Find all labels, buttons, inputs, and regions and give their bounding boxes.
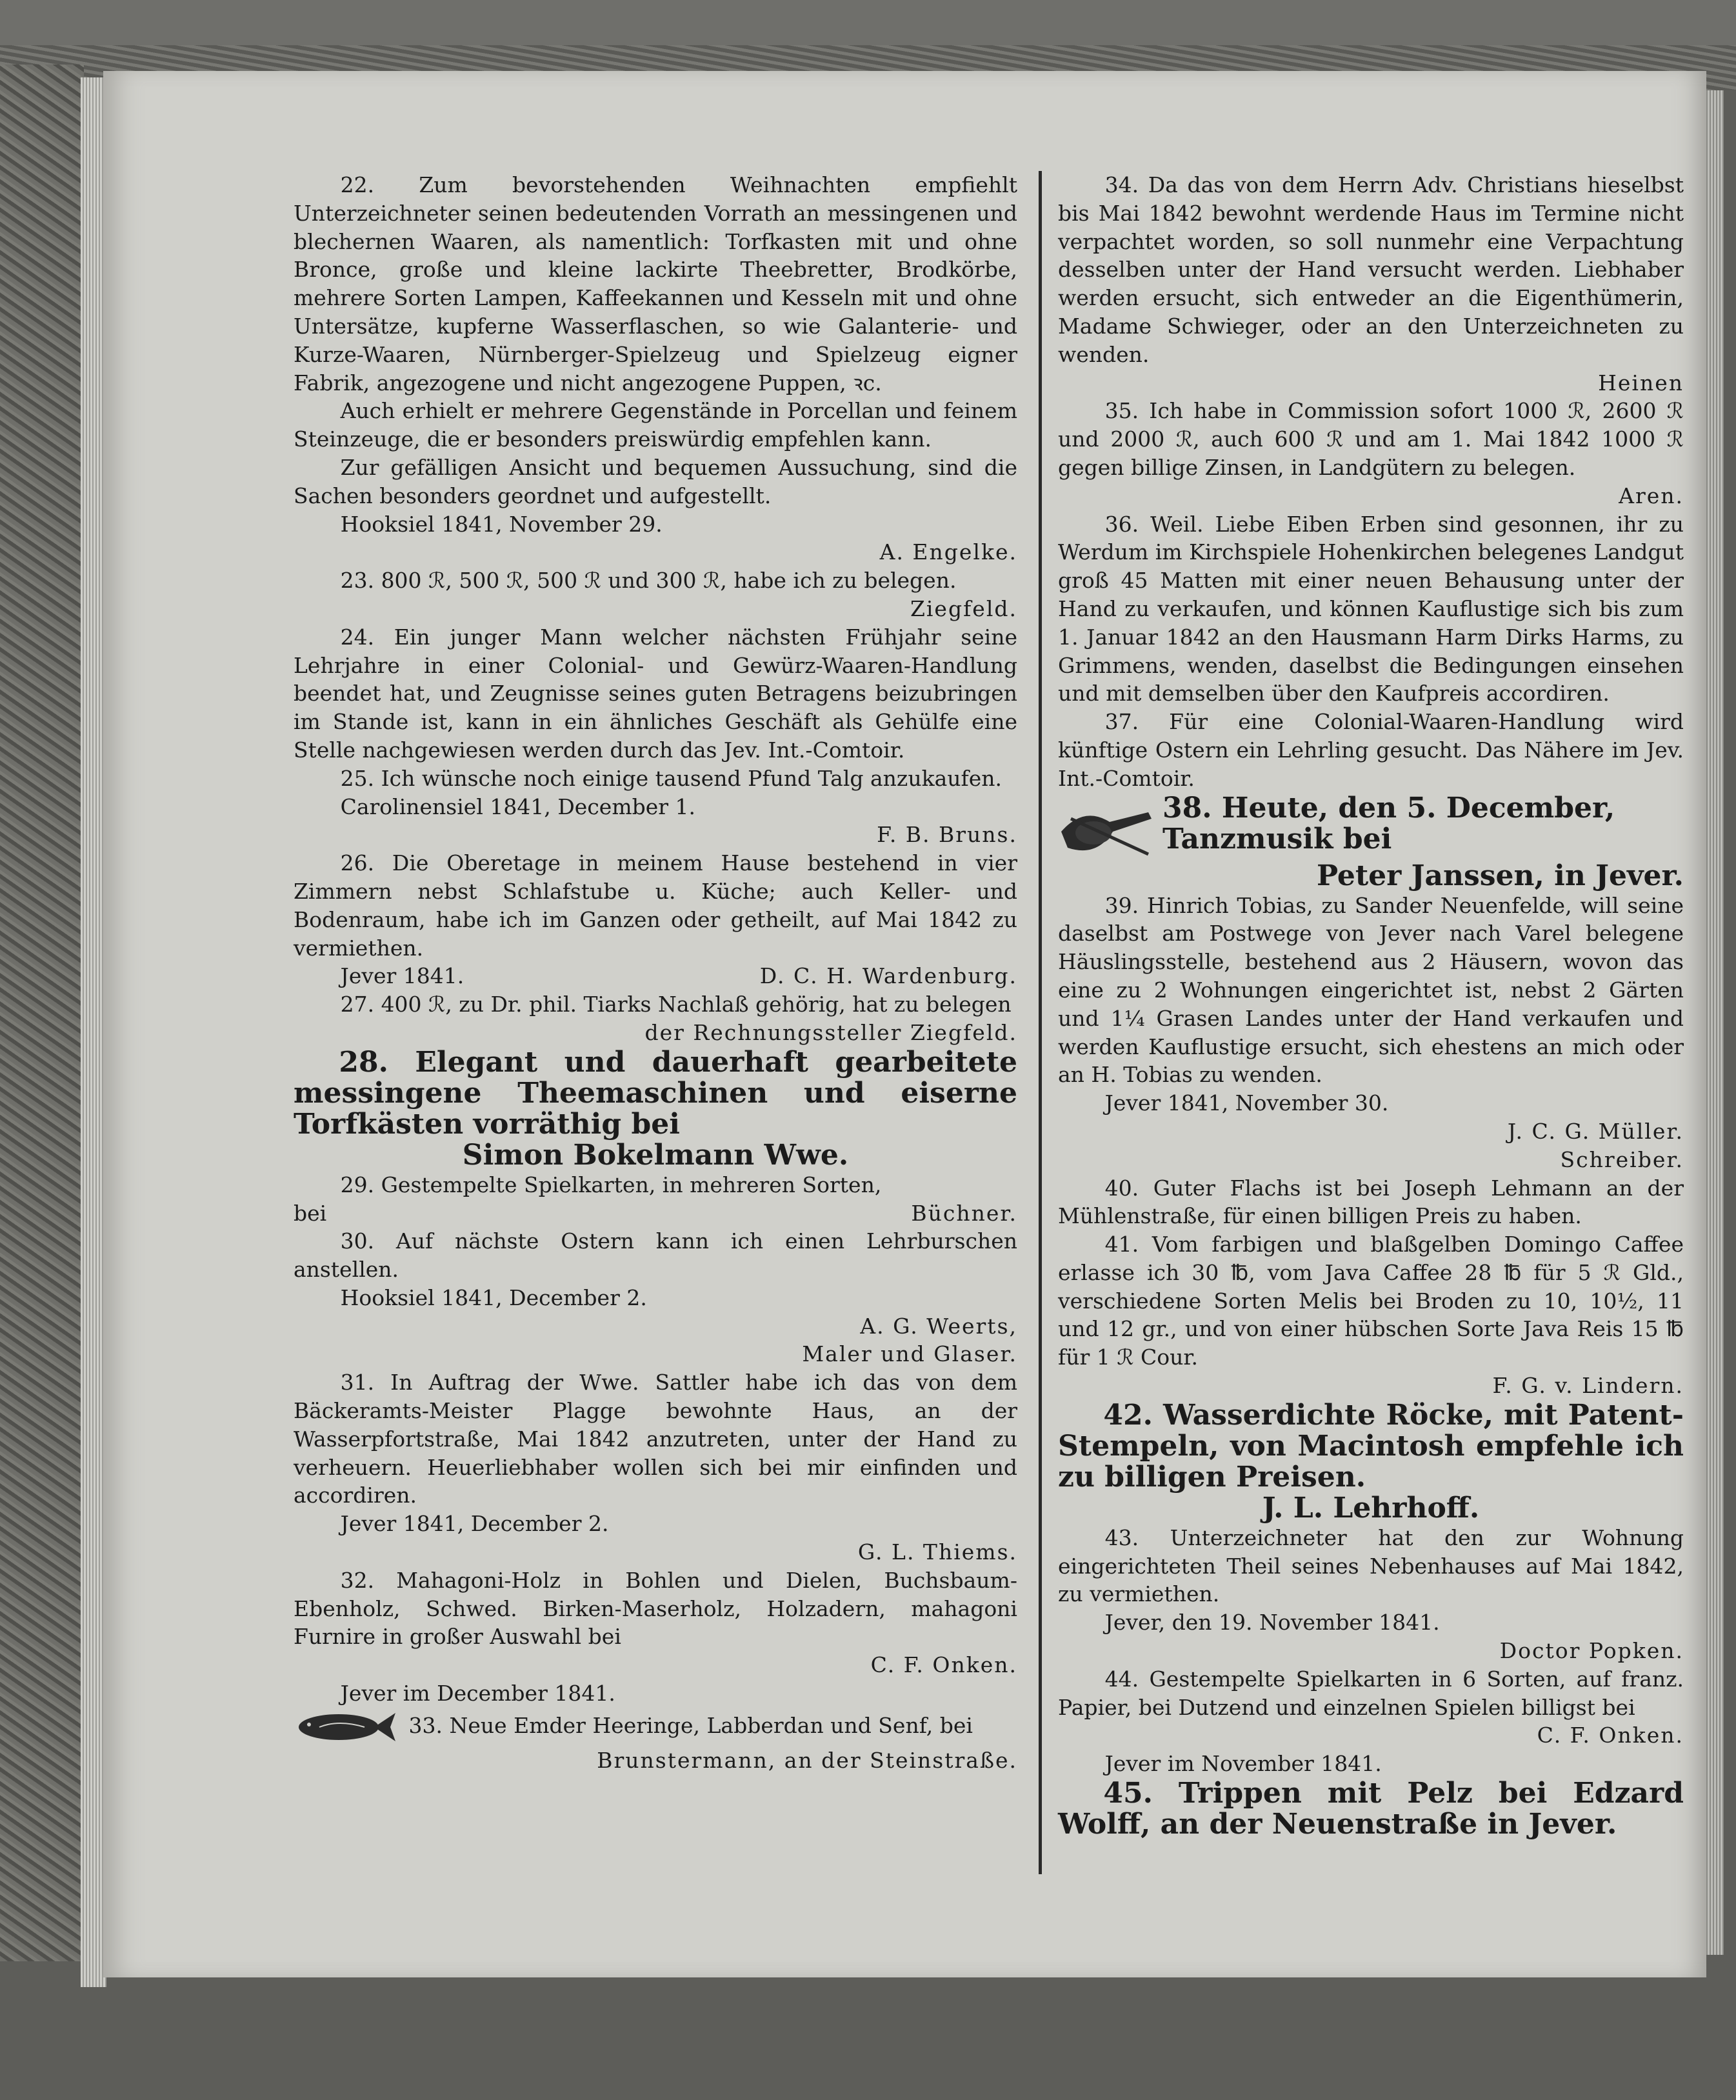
signature-role: Schreiber. [1560,1146,1684,1172]
right-column [1058,171,1684,1840]
signature: D. C. H. Wardenburg. [759,963,1017,989]
marbled-cover-spine [0,65,84,1961]
advert-43 [1058,1524,1684,1665]
dateline: Jever 1841, November 30. [1104,1090,1389,1116]
signature: A. Engelke. [879,539,1017,565]
advert-text: 22. Zum bevorstehenden Weihnachten empfiehlt Unterzeichneter seinen bedeutenden Vorrath an messingenen und blechernen Waaren, als namentlich: Torfkasten mit und ohne Bronce, große und kleine lackirte Theebretter, Brodkörbe, mehrere Sorten Lampen, Kaffeekannen und Kesseln mit und ohne Untersätze, kupferne Wasserflaschen, so wie Galanterie- und Kurze-Waaren, Nürnberger-Spielzeug und Spielzeug eigner Fabrik, angezogene und nicht angezogene Puppen, ꝛc. [294,172,1017,395]
advert-text: 25. Ich wünsche noch einige tausend Pfund Talg anzukaufen. [340,765,1002,791]
dateline: Jever im November 1841. [1104,1751,1382,1777]
dateline: Jever im December 1841. [340,1681,615,1706]
signature: Aren. [1619,483,1684,508]
signature: Büchner. [911,1200,1017,1226]
dateline: Hooksiel 1841, November 29. [340,511,663,537]
advert-36 [1058,510,1684,708]
advert-44 [1058,1665,1684,1778]
page-stack-left [81,77,106,1987]
dateline: Jever 1841. [340,963,464,989]
advert-text: bei [294,1200,327,1226]
advert-25 [294,765,1017,849]
advert-text: 39. Hinrich Tobias, zu Sander Neuenfelde, will seine daselbst am Postwege von Jever nach Varel belegene Häuslingsstelle, bestehend aus 2 Häusern, wovon das eine zu 2 Wohnungen eingerichtet ist, nebst 2 Gärten und 1¼ Grasen Landes unter der Hand verkaufen und werden Kauflustige ersucht, sich ehestens an mich oder an H. Tobias zu wenden. [1058,892,1684,1088]
advert-42 [1058,1400,1684,1524]
advert-38 [1058,793,1684,892]
advert-34 [1058,171,1684,397]
advert-headline: Tanzmusik bei [1162,822,1392,855]
advert-41 [1058,1230,1684,1400]
signature: der Rechnungssteller Ziegfeld. [644,1019,1017,1045]
fish-icon [294,1708,397,1746]
column-divider [1039,171,1042,1874]
signature: J. L. Lehrhoff. [1262,1491,1480,1525]
signature: G. L. Thiems. [857,1539,1017,1565]
advert-text: 35. Ich habe in Commission sofort 1000 ℛ, 2600 ℛ und 2000 ℛ, auch 600 ℛ und am 1. Mai 1842 1000 ℛ gegen billige Zinsen, in Landgütern zu belegen. [1058,398,1684,480]
advert-39 [1058,892,1684,1174]
advert-text: 36. Weil. Liebe Eiben Erben sind gesonnen, ihr zu Werdum im Kirchspiele Hohenkirchen belegenes Landgut groß 45 Matten mit einer neuen Behausung unter der Hand zu verkaufen, und können Kauflustige sich bis zum 1. Januar 1842 an den Hausmann Harm Dirks Harms, zu Grimmens, wenden, daselbst die Bedingungen einsehen und mit demselben über den Kaufpreis accordiren. [1058,511,1684,706]
advert-text: 29. Gestempelte Spielkarten, in mehreren Sorten, [340,1172,882,1197]
left-column [294,171,1017,1775]
advert-26 [294,849,1017,990]
advert-35 [1058,397,1684,510]
advert-text: 30. Auf nächste Ostern kann ich einen Lehrburschen anstellen. [294,1228,1017,1283]
signature: F. B. Bruns. [877,822,1017,848]
advert-28 [294,1047,1017,1171]
signature-role: Maler und Glaser. [802,1341,1017,1367]
signature: Brunstermann, an der Steinstraße. [597,1747,1017,1773]
advert-text: 37. Für eine Colonial-Waaren-Handlung wird künftige Ostern ein Lehrling gesucht. Das Nähere im Jev. Int.-Comtoir. [1058,709,1684,791]
advert-text: 44. Gestempelte Spielkarten in 6 Sorten, auf franz. Papier, bei Dutzend und einzelnen Spielen billigst bei [1058,1666,1684,1720]
advert-text: 24. Ein junger Mann welcher nächsten Frühjahr seine Lehrjahre in einer Colonial- und Gewürz-Waaren-Handlung beendet hat, und Zeugnisse seines guten Betragens beizubringen im Stande ist, kann in ein ähnliches Geschäft als Gehülfe eine Stelle nachgewiesen werden durch das Jev. Int.-Comtoir. [294,624,1017,763]
signature: Doctor Popken. [1499,1638,1684,1664]
dateline-row [294,962,1017,990]
dateline: Carolinensiel 1841, December 1. [340,794,696,819]
advert-30 [294,1227,1017,1368]
signature: C. F. Onken. [1537,1723,1684,1748]
advert-text: 43. Unterzeichneter hat den zur Wohnung eingerichteten Theil seines Nebenhauses auf Mai 1842, zu vermiethen. [1058,1525,1684,1607]
advert-text: 27. 400 ℛ, zu Dr. phil. Tiarks Nachlaß gehörig, hat zu belegen [340,992,1012,1017]
advert-headline: 38. Heute, den 5. December, [1162,791,1615,825]
advert-27 [294,990,1017,1047]
advert-text: 23. 800 ℛ, 500 ℛ, 500 ℛ und 300 ℛ, habe ich zu belegen. [340,568,957,594]
advert-headline: Peter Janssen, in Jever. [1316,859,1684,892]
advert-text: 31. In Auftrag der Wwe. Sattler habe ich das von dem Bäckeramts-Meister Plagge bewohnte Haus, an der Wasserpfortstraße, Mai 1842 anzutreten, unter der Hand zu verheuern. Heuerliebhaber wollen sich bei mir einfinden und accordiren. [294,1370,1017,1508]
advert-headline: 45. Trippen mit Pelz bei Edzard Wolff, an der Neuenstraße in Jever. [1058,1777,1684,1841]
advert-text: Auch erhielt er mehrere Gegenstände in Porcellan und feinem Steinzeuge, die er besonders preiswürdig empfehlen kann. [294,398,1017,452]
dateline: Jever 1841, December 2. [340,1511,609,1537]
signature: J. C. G. Müller. [1507,1118,1684,1144]
advert-text: 32. Mahagoni-Holz in Bohlen und Dielen, Buchsbaum-Ebenholz, Schwed. Birken-Maserholz, Holzadern, mahagoni Furnire in großer Auswahl bei [294,1567,1017,1650]
signature-row [294,1199,1017,1228]
advert-37 [1058,708,1684,792]
advert-40 [1058,1174,1684,1231]
advert-24 [294,623,1017,765]
advert-text: 41. Vom farbigen und blaßgelben Domingo Caffee erlasse ich 30 ℔, vom Java Caffee 28 ℔ für 5 ℛ Gld., verschiedene Sorten Melis bei Broden zu 10, 10½, 11 und 12 gr., und von einer hübschen Sorte Java Reis 15 ℔ für 1 ℛ Cour. [1058,1232,1684,1370]
violin-icon [1058,793,1155,861]
advert-headline: 42. Wasserdichte Röcke, mit Patent-Stempeln, von Macintosh empfehle ich zu billigen Preisen. [1058,1398,1684,1494]
advert-text: 34. Da das von dem Herrn Adv. Christians hieselbst bis Mai 1842 bewohnt werdende Haus im Termine nicht verpachtet worden, so soll nunmehr eine Verpachtung desselben unter der Hand versucht werden. Liebhaber werden ersucht, sich entweder an die Eigenthümerin, Madame Schwieger, oder an den Unterzeichneten zu wenden. [1058,172,1684,367]
dateline: Jever, den 19. November 1841. [1104,1610,1440,1635]
advert-text: 33. Neue Emder Heeringe, Labberdan und Senf, bei [408,1712,973,1738]
advert-23 [294,566,1017,623]
advert-22 [294,171,1017,566]
advert-45 [1058,1778,1684,1840]
advert-33 [294,1708,1017,1775]
advert-headline: 28. Elegant und dauerhaft gearbeitete messingene Theemaschinen und eiserne Torfkästen vorräthig bei [294,1045,1017,1141]
advert-32 [294,1566,1017,1708]
advert-text: Zur gefälligen Ansicht und bequemen Aussuchung, sind die Sachen besonders geordnet und aufgestellt. [294,454,1017,508]
signature: Simon Bokelmann Wwe. [462,1138,849,1172]
advert-31 [294,1368,1017,1566]
signature: F. G. v. Lindern. [1492,1373,1684,1399]
signature: A. G. Weerts, [860,1313,1017,1339]
advert-29 [294,1171,1017,1228]
signature: C. F. Onken. [870,1652,1017,1678]
advert-text: 40. Guter Flachs ist bei Joseph Lehmann an der Mühlenstraße, für einen billigen Preis zu haben. [1058,1175,1684,1229]
signature: Ziegfeld. [910,595,1017,621]
signature: Heinen [1598,370,1684,395]
advert-text: 26. Die Oberetage in meinem Hause bestehend in vier Zimmern nebst Schlafstube u. Küche; auch Keller- und Bodenraum, habe ich im Ganzen oder getheilt, auf Mai 1842 zu vermiethen. [294,850,1017,961]
dateline: Hooksiel 1841, December 2. [340,1285,647,1310]
